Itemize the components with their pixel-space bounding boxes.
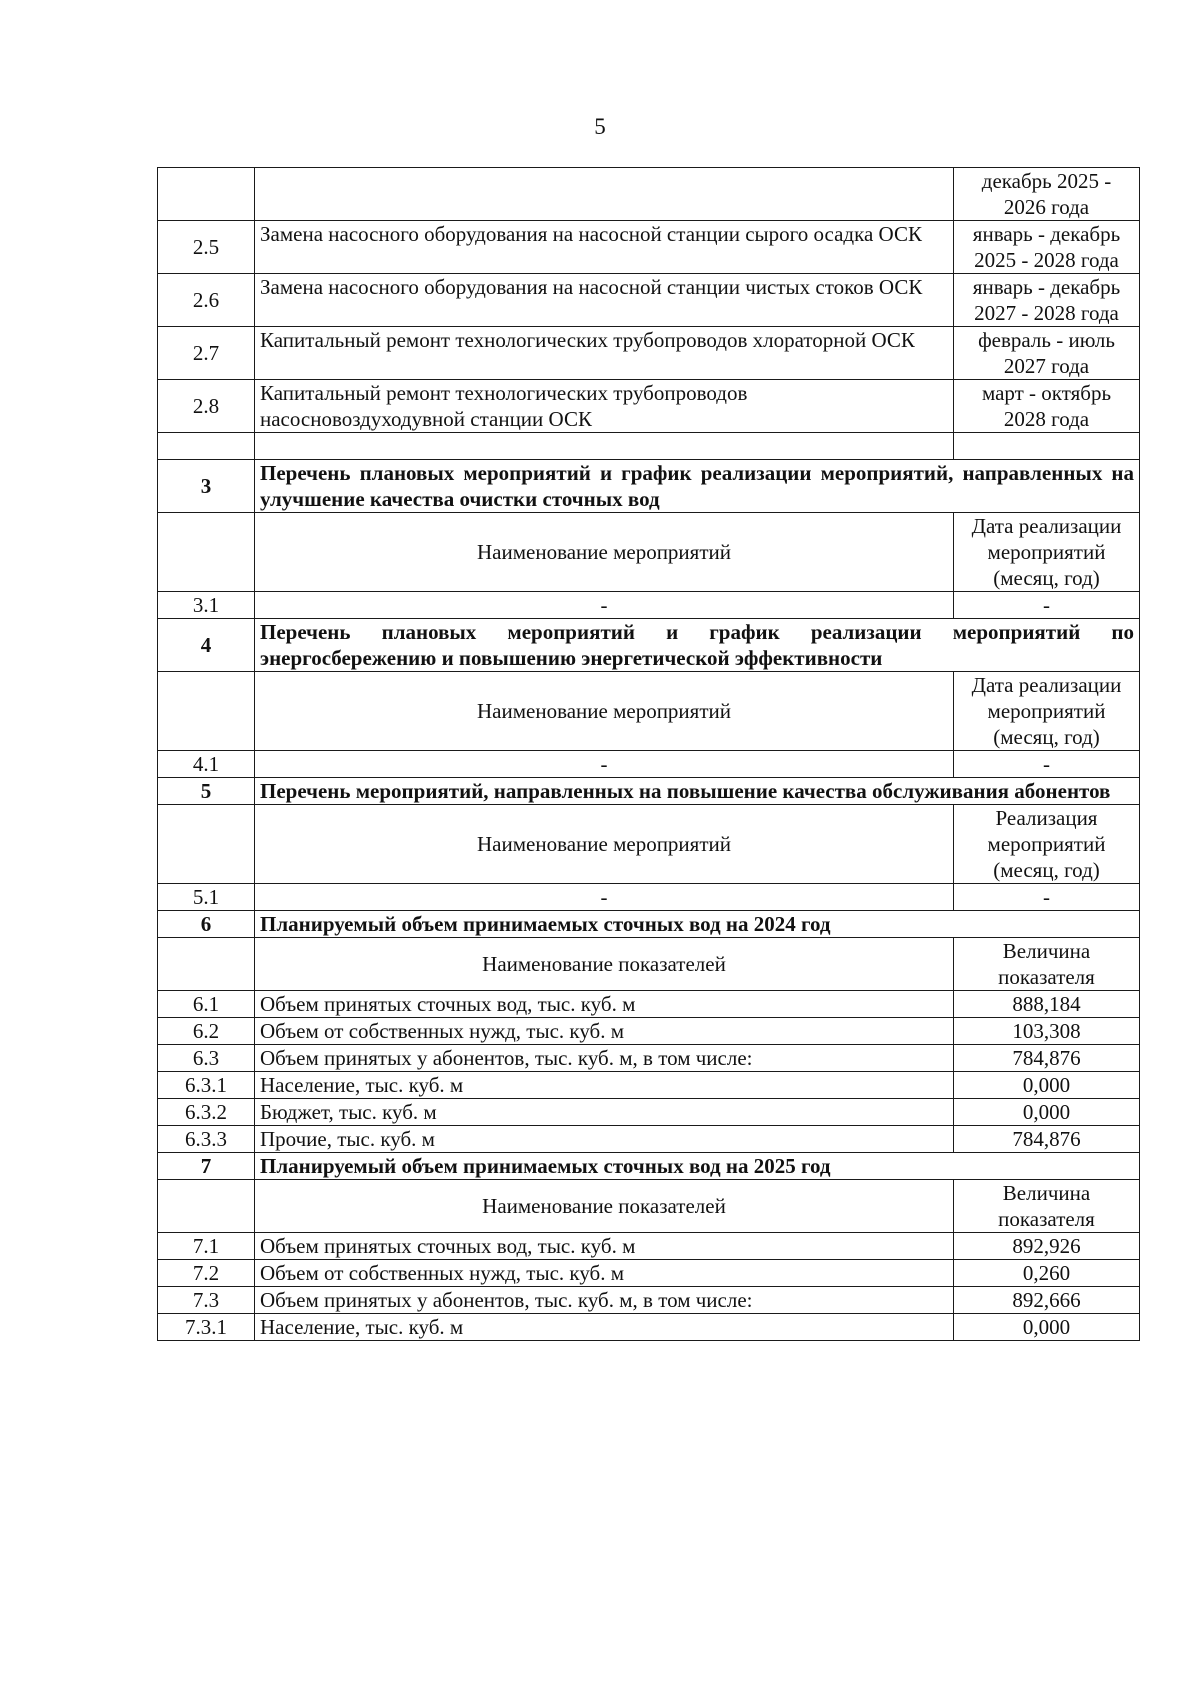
- row-number: 6.1: [158, 991, 255, 1018]
- section-number: 7: [158, 1153, 255, 1180]
- column-header-row: [158, 938, 1140, 991]
- table-row: [158, 1126, 1140, 1153]
- section-number: 6: [158, 911, 255, 938]
- section-number: 5: [158, 778, 255, 805]
- row-name: Объем от собственных нужд, тыс. куб. м: [255, 1260, 954, 1287]
- row-name: Объем принятых сточных вод, тыс. куб. м: [255, 1233, 954, 1260]
- section-header: [158, 1153, 1140, 1180]
- row-number: 4.1: [158, 751, 255, 778]
- row-name: Бюджет, тыс. куб. м: [255, 1099, 954, 1126]
- row-name: -: [255, 592, 954, 619]
- row-number: 6.3.2: [158, 1099, 255, 1126]
- section-title: Перечень мероприятий, направленных на повышение качества обслуживания абонентов: [255, 778, 1140, 805]
- table-row: [158, 1233, 1140, 1260]
- column-header-date: Реализация мероприятий (месяц, год): [954, 805, 1140, 884]
- row-number: 6.3: [158, 1045, 255, 1072]
- row-number: 6.3.1: [158, 1072, 255, 1099]
- row-name: Замена насосного оборудования на насосной станции сырого осадка ОСК: [255, 221, 954, 274]
- row-value: 0,260: [954, 1260, 1140, 1287]
- row-value: 892,666: [954, 1287, 1140, 1314]
- section-title: Планируемый объем принимаемых сточных вод на 2025 год: [255, 1153, 1140, 1180]
- section-title: Перечень плановых мероприятий и график реализации мероприятий, направленных на улучшение качества очистки сточных вод: [255, 460, 1140, 513]
- row-number: 7.3.1: [158, 1314, 255, 1341]
- page-number: 5: [594, 114, 606, 139]
- column-header-row: [158, 672, 1140, 751]
- row-date: -: [954, 751, 1140, 778]
- measures-table: [157, 167, 1140, 1341]
- row-value: 892,926: [954, 1233, 1140, 1260]
- table-row: [158, 1260, 1140, 1287]
- row-name: -: [255, 751, 954, 778]
- row-number: 2.6: [158, 274, 255, 327]
- row-number: 2.8: [158, 380, 255, 433]
- column-header-row: [158, 513, 1140, 592]
- row-name: [255, 168, 954, 221]
- row-name: Объем от собственных нужд, тыс. куб. м: [255, 1018, 954, 1045]
- table-row: [158, 592, 1140, 619]
- row-date: -: [954, 592, 1140, 619]
- row-value: 888,184: [954, 991, 1140, 1018]
- section-header: [158, 778, 1140, 805]
- column-header-date: Дата реализации мероприятий (месяц, год): [954, 513, 1140, 592]
- row-value: 784,876: [954, 1126, 1140, 1153]
- row-number: [158, 168, 255, 221]
- column-header-name: Наименование мероприятий: [255, 513, 954, 592]
- row-name: Объем принятых у абонентов, тыс. куб. м, в том числе:: [255, 1045, 954, 1072]
- row-value: 784,876: [954, 1045, 1140, 1072]
- table-row: [158, 1018, 1140, 1045]
- table-row: [158, 1045, 1140, 1072]
- table-row: [158, 327, 1140, 380]
- row-number: 5.1: [158, 884, 255, 911]
- column-header-name: Наименование показателей: [255, 938, 954, 991]
- row-value: 0,000: [954, 1099, 1140, 1126]
- section-header: [158, 911, 1140, 938]
- section-number: 3: [158, 460, 255, 513]
- table-row: [158, 274, 1140, 327]
- row-date: -: [954, 884, 1140, 911]
- row-number: 6.2: [158, 1018, 255, 1045]
- column-header-value: Величина показателя: [954, 1180, 1140, 1233]
- row-number: 6.3.3: [158, 1126, 255, 1153]
- column-header-name: Наименование мероприятий: [255, 672, 954, 751]
- section-title: Перечень плановых мероприятий и график реализации мероприятий по энергосбережению и повышению энергетической эффективности: [255, 619, 1140, 672]
- column-header-value: Величина показателя: [954, 938, 1140, 991]
- table-row: [158, 1314, 1140, 1341]
- row-number: 2.7: [158, 327, 255, 380]
- table-row: [158, 1072, 1140, 1099]
- row-number: 2.5: [158, 221, 255, 274]
- row-value: 0,000: [954, 1314, 1140, 1341]
- row-name: Капитальный ремонт технологических трубопроводов хлораторной ОСК: [255, 327, 954, 380]
- row-name: Капитальный ремонт технологических трубопроводов насосновоздуходувной станции ОСК: [255, 380, 954, 433]
- row-name: -: [255, 884, 954, 911]
- empty-row: [158, 433, 1140, 460]
- section-header: [158, 619, 1140, 672]
- row-name: Замена насосного оборудования на насосной станции чистых стоков ОСК: [255, 274, 954, 327]
- column-header-row: [158, 1180, 1140, 1233]
- section-header: [158, 460, 1140, 513]
- column-header-row: [158, 805, 1140, 884]
- table-row: [158, 380, 1140, 433]
- table-row: [158, 884, 1140, 911]
- row-name: Население, тыс. куб. м: [255, 1314, 954, 1341]
- table-row: [158, 751, 1140, 778]
- table-row: [158, 1099, 1140, 1126]
- table-row: [158, 168, 1140, 221]
- table-row: [158, 1287, 1140, 1314]
- row-date: январь - декабрь 2027 - 2028 года: [954, 274, 1140, 327]
- row-name: Население, тыс. куб. м: [255, 1072, 954, 1099]
- row-date: март - октябрь 2028 года: [954, 380, 1140, 433]
- row-date: декабрь 2025 - 2026 года: [954, 168, 1140, 221]
- row-number: 7.2: [158, 1260, 255, 1287]
- section-title: Планируемый объем принимаемых сточных вод на 2024 год: [255, 911, 1140, 938]
- column-header-date: Дата реализации мероприятий (месяц, год): [954, 672, 1140, 751]
- row-name: Объем принятых сточных вод, тыс. куб. м: [255, 991, 954, 1018]
- table-row: [158, 991, 1140, 1018]
- section-number: 4: [158, 619, 255, 672]
- row-name: Объем принятых у абонентов, тыс. куб. м, в том числе:: [255, 1287, 954, 1314]
- row-number: 7.3: [158, 1287, 255, 1314]
- row-name: Прочие, тыс. куб. м: [255, 1126, 954, 1153]
- column-header-name: Наименование мероприятий: [255, 805, 954, 884]
- row-number: 7.1: [158, 1233, 255, 1260]
- row-value: 103,308: [954, 1018, 1140, 1045]
- row-number: 3.1: [158, 592, 255, 619]
- table-row: [158, 221, 1140, 274]
- row-value: 0,000: [954, 1072, 1140, 1099]
- row-date: февраль - июль 2027 года: [954, 327, 1140, 380]
- column-header-name: Наименование показателей: [255, 1180, 954, 1233]
- row-date: январь - декабрь 2025 - 2028 года: [954, 221, 1140, 274]
